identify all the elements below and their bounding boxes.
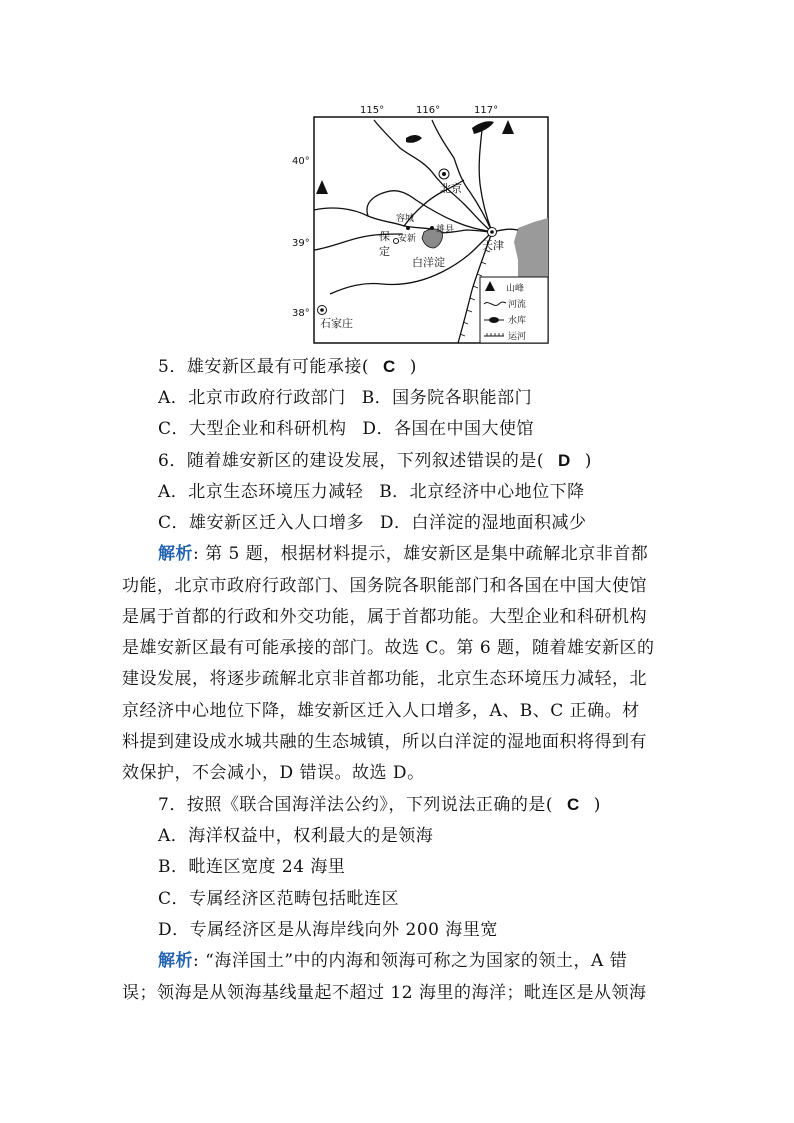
q5-stem: 5．雄安新区最有可能承接( (158, 357, 369, 377)
analysis2-line-1 (158, 949, 627, 973)
q7-option-b: B．毗连区宽度 24 海里 (158, 857, 346, 877)
lon-label-115: 115° (360, 105, 385, 116)
legend-peak-label: 山峰 (506, 284, 525, 294)
q7-option-a: A．海洋权益中，权利最大的是领海 (158, 826, 434, 846)
q7-option-d: D．专属经济区是从海岸线向外 200 海里宽 (158, 920, 498, 940)
analysis1-text-1: : 第 5 题，根据材料提示，雄安新区是集中疏解北京非首都 (193, 544, 649, 564)
analysis2-text-1: : “海洋国土”中的内海和领海可称之为国家的领土，A 错 (193, 951, 628, 971)
q5-option-d: D．各国在中国大使馆 (362, 419, 535, 439)
analysis1-line-2: 功能，北京市政府行政部门、国务院各职能部门和各国在中国大使馆 (122, 576, 647, 596)
q5-options-ab (158, 386, 532, 410)
analysis1-line-3: 是属于首都的行政和外交功能，属于首都功能。大型企业和科研机构 (122, 607, 647, 627)
q5-answer: C (382, 357, 396, 376)
q6-option-b: B．北京经济中心地位下降 (379, 482, 585, 502)
lat-label-39: 39° (292, 238, 310, 249)
q6-option-a: A．北京生态环境压力减轻 (158, 482, 364, 502)
analysis1-line-6: 京经济中心地位下降，雄安新区迁入人口增多，A、B、C 正确。材 (122, 701, 640, 721)
legend-reservoir-icon (489, 317, 499, 323)
label-baoding-1: 保 (379, 230, 390, 243)
label-xiongxian: 雄县 (436, 225, 455, 235)
q6-stem-line (158, 449, 592, 473)
q5-options-cd (158, 417, 534, 441)
analysis2-label: 解析 (158, 951, 193, 971)
analysis2-line-2: 误；领海是从领海基线量起不超过 12 海里的海洋；毗连区是从领海 (122, 983, 647, 1003)
rongcheng-dot (406, 226, 410, 230)
q6-options-cd (158, 511, 587, 535)
lon-label-116: 116° (416, 105, 441, 116)
q6-option-c: C．雄安新区迁入人口增多 (158, 513, 365, 533)
label-rongcheng: 容城 (396, 214, 415, 224)
q6-answer: D (557, 451, 571, 470)
q7-option-c: C．专属经济区范畴包括毗连区 (158, 889, 400, 909)
q5-stem-line (158, 355, 417, 379)
q7-stem: 7．按照《联合国海洋法公约》，下列说法正确的是( (158, 795, 553, 815)
q7-close: ) (593, 795, 601, 815)
xiongxian-dot (430, 226, 434, 230)
analysis1-line-1 (158, 542, 648, 566)
q7-answer: C (566, 795, 580, 814)
baoding-symbol (394, 239, 399, 244)
q5-option-b: B．国务院各职能部门 (361, 388, 533, 408)
tianjin-symbol-center (490, 230, 494, 234)
legend-river-label: 河流 (508, 300, 527, 310)
shijiazhuang-symbol-center (320, 308, 324, 312)
analysis1-line-4: 是雄安新区最有可能承接的部门。故选 C。第 6 题，随着雄安新区的 (122, 638, 655, 658)
label-anxin: 安新 (398, 234, 417, 244)
q6-options-ab (158, 480, 585, 504)
lon-label-117: 117° (474, 105, 499, 116)
lat-label-38: 38° (292, 308, 310, 319)
analysis1-line-7: 料提到建设成水城共融的生态城镇，所以白洋淀的湿地面积将得到有 (122, 732, 647, 752)
q6-option-d: D．白洋淀的湿地面积减少 (379, 513, 587, 533)
legend-reservoir-label: 水库 (508, 316, 527, 326)
label-baiyangdian: 白洋淀 (412, 256, 445, 269)
q6-close: ) (584, 451, 592, 471)
q5-option-c: C．大型企业和科研机构 (158, 419, 347, 439)
label-beijing: 北京 (440, 182, 462, 195)
map-legend (480, 277, 548, 343)
analysis1-label: 解析 (158, 544, 193, 564)
q5-close: ) (409, 357, 417, 377)
analysis1-line-8: 效保护，不会减小，D 错误。故选 D。 (122, 763, 425, 783)
label-shijiazhuang: 石家庄 (320, 317, 353, 330)
label-baoding-2: 定 (379, 245, 390, 258)
location-map (282, 100, 550, 345)
legend-canal-label: 运河 (508, 332, 527, 342)
label-tianjin: 天津 (482, 239, 504, 252)
analysis1-line-5: 建设发展，将逐步疏解北京非首都功能，北京生态环境压力减轻，北 (122, 669, 647, 689)
q6-stem: 6．随着雄安新区的建设发展，下列叙述错误的是( (158, 451, 544, 471)
q5-option-a: A．北京市政府行政部门 (158, 388, 346, 408)
beijing-symbol-center (442, 172, 446, 176)
lat-label-40: 40° (292, 156, 310, 167)
q7-stem-line (158, 793, 601, 817)
